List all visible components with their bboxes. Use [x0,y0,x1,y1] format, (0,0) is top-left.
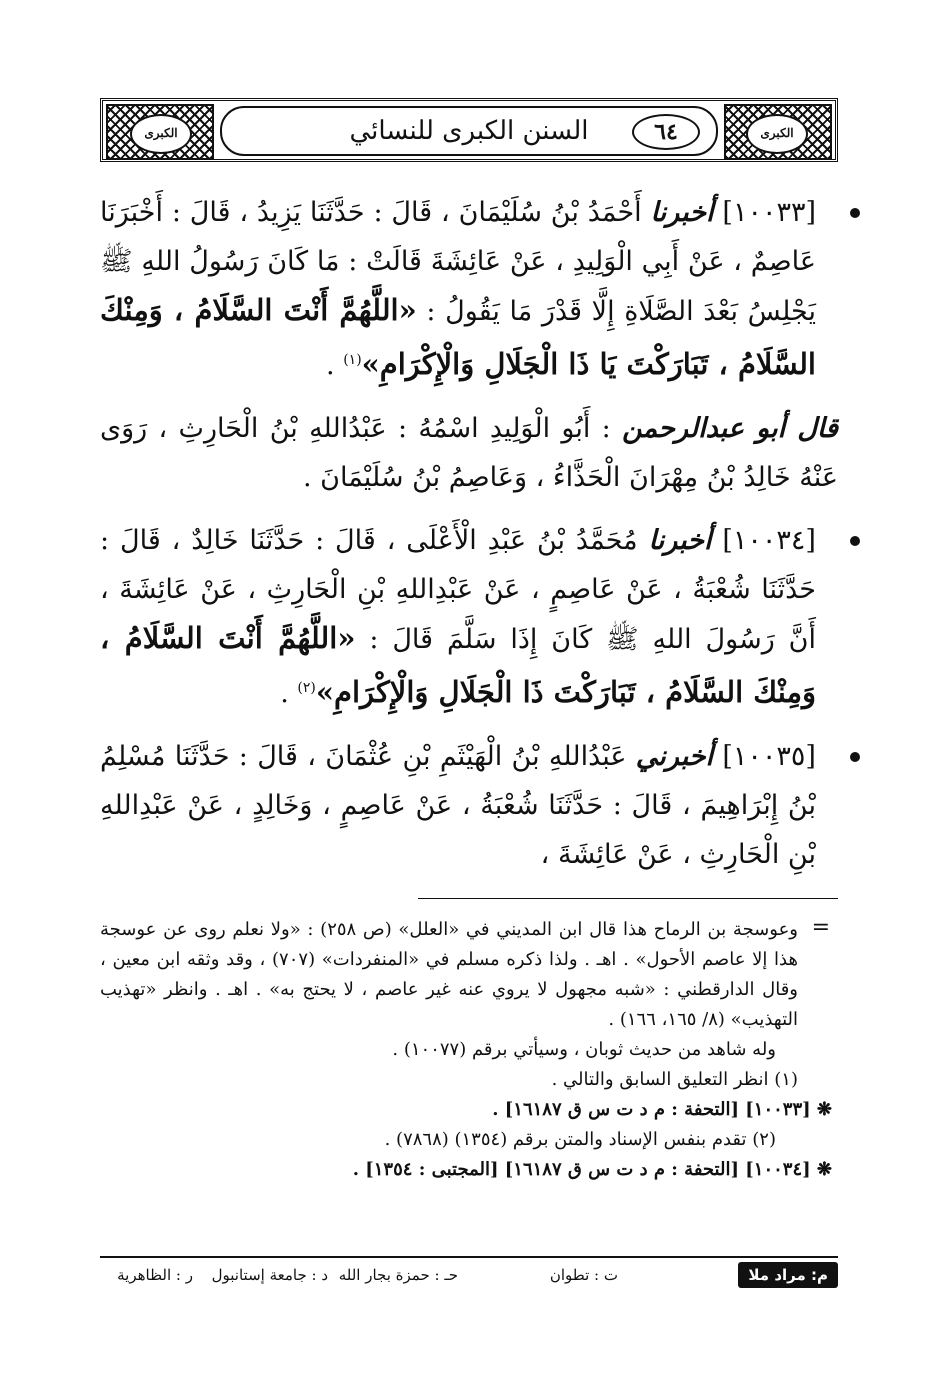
bullet-icon [850,536,860,546]
footnote-ref: (٢) [297,680,316,696]
footnote-continued: وعوسجة بن الرماح هذا قال ابن المديني في «العلل» (ص ٢٥٨) : «ولا نعلم روى عن عوسجة هذا إلا عاصم الأحول» . اهـ . ولذا ذكره مسلم في «المنفردات» (٧٠٧) ، وقد وثقه ابن معين ، وقال الدارقطني : «شبه مجهول لا يروي عنه غير عاصم ، لا يحتج به» . اهـ . وانظر «تهذيب التهذيب» (٨/ ١٦٥، ١٦٦) . [100,919,798,1030]
header-badge-right: الكبرى [746,114,808,154]
hadith-10033 [100,188,838,390]
hadith-text: مُحَمَّدُ بْنُ عَبْدِ الْأَعْلَى ، قَالَ : حَدَّثَنَا خَالِدٌ ، قَالَ : حَدَّثَنَا شُعْبَةُ ، عَنْ عَاصِمٍ ، عَنْ عَبْدِاللهِ بْنِ الْحَارِثِ ، عَنْ عَائِشَةَ ، أَنَّ رَسُولَ اللهِ ﷺ كَانَ إِذَا سَلَّمَ قَالَ : [100,525,816,655]
author-note [100,404,838,502]
manuscript-sigla [100,1262,838,1292]
header-badge-left: الكبرى [130,114,192,154]
footnote-witness: وله شاهد من حديث ثوبان ، وسيأتي برقم (١٠٠٧٧) . [392,1039,776,1060]
page-title: السنن الكبرى للنسائي [349,116,589,146]
footnote-ref: (١) [343,352,362,368]
dua-text: «اللَّهُمَّ أَنْتَ السَّلَامُ ، وَمِنْكَ السَّلَامُ ، تَبَارَكْتَ يَا ذَا الْجَلَالِ وَالْإِكْرَامِ» [100,293,816,381]
tuhfa-ref-10034: ❋ [١٠٠٣٤] [التحفة : م د ت س ق ١٦١٨٧] [المجتبى : ١٣٥٤] . [352,1159,832,1180]
continuation-mark: = [811,915,830,940]
footnotes [100,915,832,1185]
author-note-text: : أَبُو الْوَلِيدِ اسْمُهُ : عَبْدُاللهِ بْنُ الْحَارِثِ ، رَوَى عَنْهُ خَالِدُ بْنُ مِهْرَانَ الْحَذَّاءُ ، وَعَاصِمُ بْنُ سُلَيْمَانَ . [100,413,838,493]
hadith-text: عَبْدُاللهِ بْنُ الْهَيْثَمِ بْنِ عُثْمَانَ ، قَالَ : حَدَّثَنَا مُسْلِمُ بْنُ إِبْرَاهِيمَ ، قَالَ : حَدَّثَنَا شُعْبَةُ ، عَنْ عَاصِمٍ ، وَخَالِدٍ ، عَنْ عَبْدِاللهِ بْنِ الْحَارِثِ ، عَنْ عَائِشَةَ ، [100,741,816,870]
period: . [280,678,289,709]
page-header [100,98,838,162]
footer-divider [100,1256,838,1258]
header-title-box [220,106,718,156]
siglum-d: د : جامعة إستانبول [211,1266,328,1284]
chain-start: أخبرني [635,741,714,772]
chain-start: أخبرنا [648,525,712,556]
hadith-10035 [100,732,838,879]
hadith-number: [١٠٠٣٣] [722,197,816,228]
period: . [326,350,335,381]
hadith-number: [١٠٠٣٤] [722,525,816,556]
footnote-divider [418,898,838,899]
tuhfa-ref-10033: ❋ [١٠٠٣٣] [التحفة : م د ت س ق ١٦١٨٧] . [492,1099,832,1120]
siglum-badge: م: مراد ملا [738,1262,838,1288]
author-label: قال أبو عبدالرحمن [622,413,838,444]
footnote-1: (١) انظر التعليق السابق والتالي . [551,1069,798,1090]
siglum-r: ر : الظاهرية [117,1266,193,1284]
page-number: ٦٤ [632,114,700,150]
dua-text: «اللَّهُمَّ أَنْتَ السَّلَامُ ، وَمِنْكَ السَّلَامُ ، تَبَارَكْتَ ذَا الْجَلَالِ وَالْإِكْرَامِ» [100,621,816,709]
hadith-number: [١٠٠٣٥] [722,741,816,772]
footnote-2: (٢) تقدم بنفس الإسناد والمتن برقم (١٣٥٤) (٧٨٦٨) . [384,1129,776,1150]
hadith-text: أَحْمَدُ بْنُ سُلَيْمَانَ ، قَالَ : حَدَّثَنَا يَزِيدُ ، قَالَ : أَخْبَرَنَا عَاصِمٌ ، عَنْ أَبِي الْوَلِيدِ ، عَنْ عَائِشَةَ قَالَتْ : مَا كَانَ رَسُولُ اللهِ ﷺ يَجْلِسُ بَعْدَ الصَّلَاةِ إِلَّا قَدْرَ مَا يَقُولُ : [100,197,816,327]
bullet-icon [850,208,860,218]
hadith-10034 [100,516,838,718]
header-ornament-right [724,104,832,160]
siglum-t: ت : تطوان [549,1266,618,1284]
chain-start: أخبرنا [650,197,714,228]
main-text [100,188,838,893]
bullet-icon [850,752,860,762]
siglum-h: حـ : حمزة بجار الله [338,1266,458,1284]
header-ornament-left [106,104,214,160]
